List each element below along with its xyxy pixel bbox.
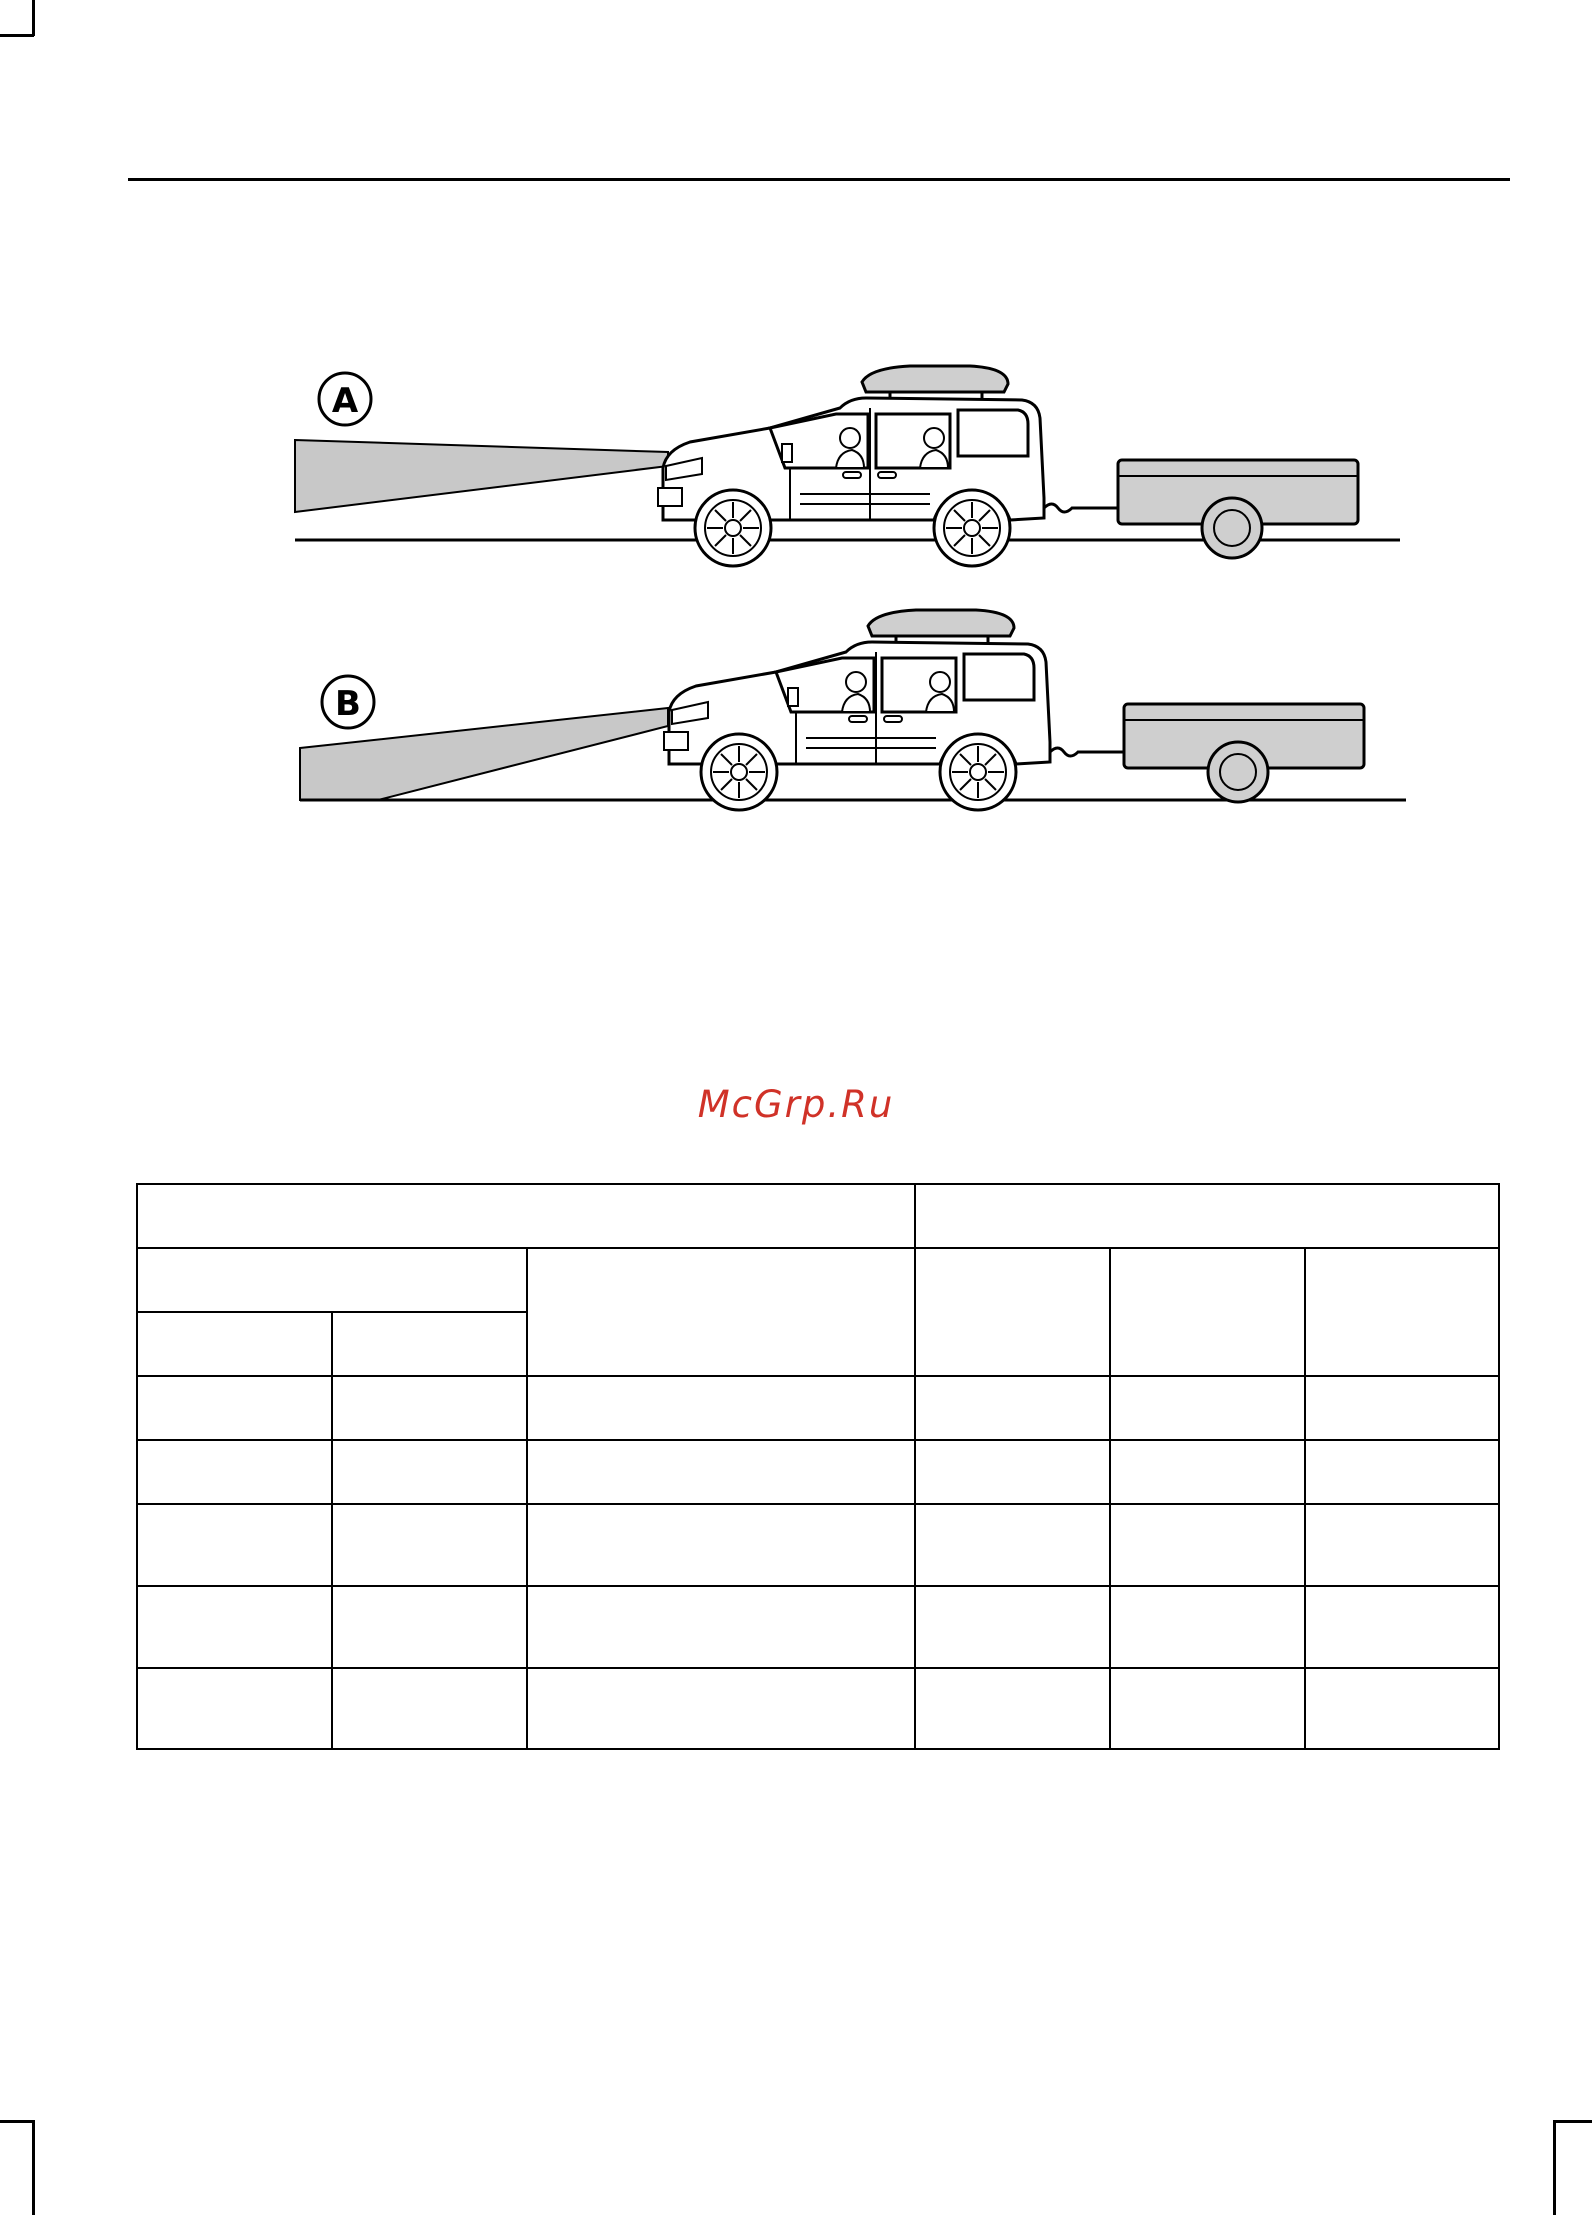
table-cell: [527, 1248, 915, 1376]
table-cell: [332, 1586, 527, 1668]
table-cell: [332, 1668, 527, 1749]
table-cell: [137, 1440, 332, 1504]
table-cell: [1305, 1440, 1499, 1504]
table-cell: [915, 1668, 1110, 1749]
table-cell: [527, 1440, 915, 1504]
crop-mark-top-left: [32, 0, 35, 36]
table-cell: [332, 1312, 527, 1376]
table-cell: [137, 1586, 332, 1668]
table-cell: [915, 1504, 1110, 1586]
table-cell: [137, 1668, 332, 1749]
table-header-row: [137, 1184, 1499, 1248]
table-cell: [527, 1504, 915, 1586]
table-header-row: [137, 1248, 1499, 1312]
table-cell: [915, 1184, 1499, 1248]
table-row: [137, 1376, 1499, 1440]
table-cell: [332, 1376, 527, 1440]
table-cell: [1110, 1504, 1305, 1586]
table-cell: [915, 1586, 1110, 1668]
table-cell: [1305, 1376, 1499, 1440]
label-a: A: [331, 381, 359, 421]
table-cell: [1110, 1248, 1305, 1376]
table-cell: [915, 1440, 1110, 1504]
table-row: [137, 1440, 1499, 1504]
crop-mark-bottom-left: [32, 2120, 35, 2215]
headlamp-alignment-figure: [270, 300, 1450, 840]
headlight-beam-shape: [295, 440, 668, 512]
table-cell: [915, 1248, 1110, 1376]
table-cell: [915, 1376, 1110, 1440]
crop-mark-bottom-right: [1553, 2120, 1556, 2215]
table-cell: [1305, 1586, 1499, 1668]
table-cell: [137, 1376, 332, 1440]
table-cell: [1305, 1668, 1499, 1749]
table-cell: [137, 1184, 915, 1248]
table-cell: [137, 1312, 332, 1376]
table-cell: [137, 1504, 332, 1586]
panel-b: [300, 610, 1406, 810]
crop-mark-bottom-right: [1553, 2120, 1592, 2123]
watermark: McGrp.Ru: [697, 1083, 895, 1126]
table-cell: [527, 1376, 915, 1440]
table-cell: [527, 1586, 915, 1668]
label-b: B: [335, 684, 361, 724]
table-cell: [527, 1668, 915, 1749]
table-cell: [332, 1440, 527, 1504]
header-rule: [128, 178, 1510, 181]
crop-mark-bottom-left: [0, 2120, 34, 2123]
panel-a: [295, 366, 1400, 566]
table-cell: [1110, 1440, 1305, 1504]
table-row: [137, 1668, 1499, 1749]
table-cell: [1305, 1248, 1499, 1376]
table-cell: [1110, 1376, 1305, 1440]
table-cell: [332, 1504, 527, 1586]
table-cell: [1110, 1586, 1305, 1668]
table-cell: [1110, 1668, 1305, 1749]
blank-data-table: [136, 1183, 1500, 1750]
table-cell: [137, 1248, 527, 1312]
table-row: [137, 1586, 1499, 1668]
table-row: [137, 1504, 1499, 1586]
crop-mark-top-left: [0, 34, 34, 37]
table-cell: [1305, 1504, 1499, 1586]
van-trailer-illustration: [270, 300, 1450, 840]
